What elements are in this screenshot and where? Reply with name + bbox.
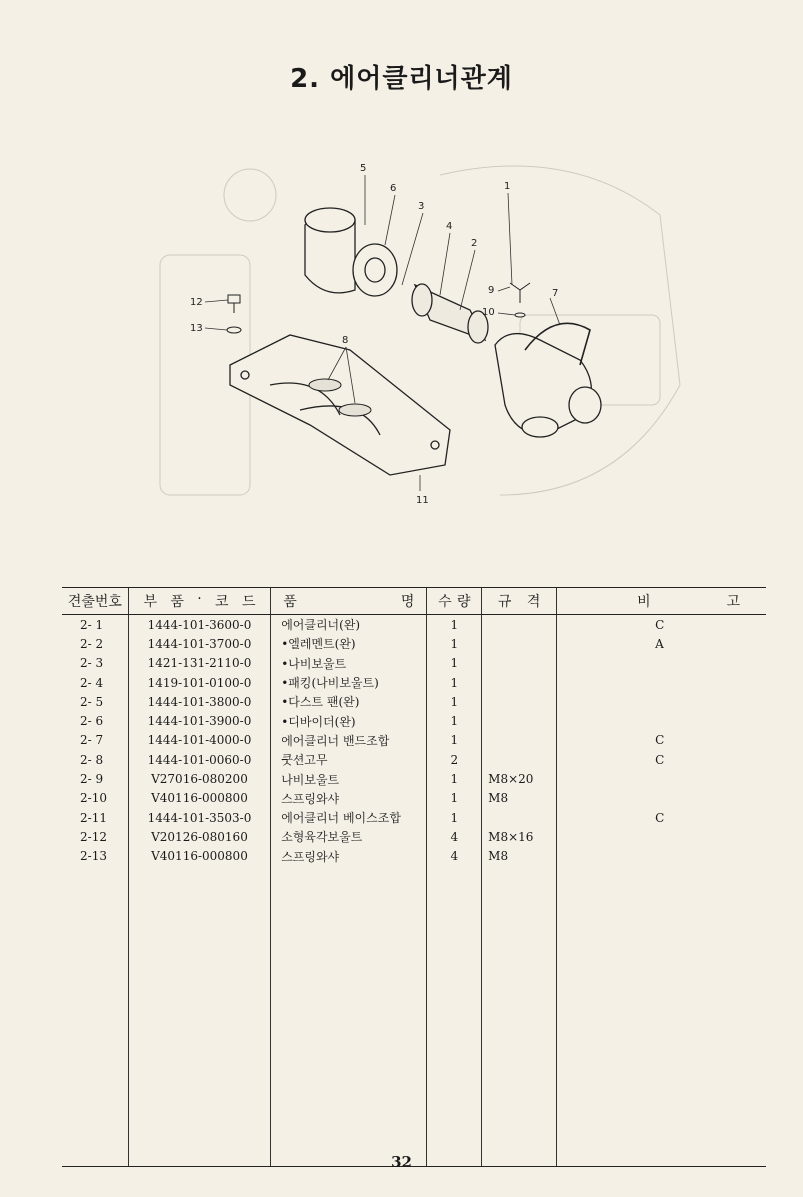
quantity-cell: 1 xyxy=(427,634,482,653)
part-number-cell: 2- 4 xyxy=(80,675,104,690)
table-header-row xyxy=(62,588,766,615)
table-row xyxy=(62,711,766,730)
part-code-cell: V40116-000800 xyxy=(128,789,270,808)
spec-cell xyxy=(482,692,557,711)
blank-cell xyxy=(557,866,766,1167)
quantity-cell: 1 xyxy=(427,615,482,635)
remarks-cell: A xyxy=(557,634,766,653)
remarks-cell: C xyxy=(557,808,766,827)
part-name-cell: •디바이더(완) xyxy=(271,711,427,730)
part-name-cell: 나비보울트 xyxy=(271,769,427,788)
part-name-cell: 스프링와샤 xyxy=(271,847,427,866)
part-name-cell: 소형육각보울트 xyxy=(271,827,427,846)
callout-12: 12 xyxy=(190,297,203,308)
quantity-cell: 2 xyxy=(427,750,482,769)
blank-cell xyxy=(482,866,557,1167)
spec-cell xyxy=(482,750,557,769)
table-row xyxy=(62,827,766,846)
blank-cell xyxy=(62,866,128,1167)
part-number-cell: 2-10 xyxy=(80,791,107,806)
remarks-cell xyxy=(557,692,766,711)
part-number-cell: 2-11 xyxy=(80,810,107,825)
part-code-cell: 1444-101-3503-0 xyxy=(128,808,270,827)
remarks-cell xyxy=(557,673,766,692)
part-number-cell: 2- 9 xyxy=(80,772,104,787)
table-row xyxy=(62,808,766,827)
quantity-cell: 1 xyxy=(427,731,482,750)
blank-cell xyxy=(271,866,427,1167)
hex-bolt-part xyxy=(227,295,241,333)
remarks-cell xyxy=(557,769,766,788)
remarks-cell xyxy=(557,654,766,673)
part-code-cell: 1419-101-0100-0 xyxy=(128,673,270,692)
quantity-cell: 1 xyxy=(427,808,482,827)
spec-cell: M8 xyxy=(482,847,557,866)
part-code-cell: 1444-101-0060-0 xyxy=(128,750,270,769)
table-row xyxy=(62,634,766,653)
callout-11: 11 xyxy=(416,495,429,506)
part-code-cell: 1444-101-4000-0 xyxy=(128,731,270,750)
callout-9: 9 xyxy=(488,285,495,296)
table-row xyxy=(62,615,766,635)
spec-cell: M8×20 xyxy=(482,769,557,788)
page-title: 2. 에어클리너관계 xyxy=(290,64,513,94)
quantity-cell: 4 xyxy=(427,827,482,846)
header-quantity: 수 량 xyxy=(427,588,482,615)
table-blank-area xyxy=(62,866,766,1167)
callout-6: 6 xyxy=(390,183,397,194)
divider-part xyxy=(353,244,397,296)
part-name-cell: 쿳션고무 xyxy=(271,750,427,769)
spec-cell xyxy=(482,654,557,673)
spec-cell xyxy=(482,808,557,827)
part-number-cell: 2- 2 xyxy=(80,636,104,651)
part-name-cell: 에어클리너 베이스조합 xyxy=(271,808,427,827)
part-code-cell: V40116-000800 xyxy=(128,847,270,866)
part-code-cell: V27016-080200 xyxy=(128,769,270,788)
header-part-name: 품 명 xyxy=(271,588,427,615)
remarks-cell xyxy=(557,827,766,846)
spec-cell xyxy=(482,731,557,750)
quantity-cell: 1 xyxy=(427,711,482,730)
part-code-cell: 1444-101-3700-0 xyxy=(128,634,270,653)
part-code-cell: 1444-101-3600-0 xyxy=(128,615,270,635)
part-name-cell: 스프링와샤 xyxy=(271,789,427,808)
table-row xyxy=(62,847,766,866)
spec-cell: M8 xyxy=(482,789,557,808)
part-number-cell: 2-13 xyxy=(80,849,107,864)
spec-cell xyxy=(482,615,557,635)
remarks-cell: C xyxy=(557,731,766,750)
remarks-cell xyxy=(557,789,766,808)
wing-bolt-part xyxy=(510,283,530,317)
parts-table-body xyxy=(62,615,766,1167)
callout-10: 10 xyxy=(482,307,495,318)
part-code-cell: V20126-080160 xyxy=(128,827,270,846)
remarks-cell xyxy=(557,711,766,730)
header-spec: 규 격 xyxy=(482,588,557,615)
table-row xyxy=(62,654,766,673)
part-number-cell: 2- 6 xyxy=(80,714,104,729)
part-name-cell: 에어클리너(완) xyxy=(271,615,427,635)
table-row xyxy=(62,789,766,808)
part-number-cell: 2- 5 xyxy=(80,694,104,709)
remarks-cell: C xyxy=(557,750,766,769)
blank-cell xyxy=(427,866,482,1167)
quantity-cell: 4 xyxy=(427,847,482,866)
table-row xyxy=(62,769,766,788)
part-code-cell: 1421-131-2110-0 xyxy=(128,654,270,673)
dust-pan-part xyxy=(305,208,355,293)
filter-element-part xyxy=(412,284,488,343)
header-number: 견출번호 xyxy=(62,588,128,615)
spec-cell xyxy=(482,711,557,730)
quantity-cell: 1 xyxy=(427,789,482,808)
spec-cell xyxy=(482,634,557,653)
callout-7: 7 xyxy=(552,288,559,299)
table-row xyxy=(62,750,766,769)
parts-list-table xyxy=(62,587,766,1167)
quantity-cell: 1 xyxy=(427,654,482,673)
table-row xyxy=(62,673,766,692)
remarks-cell xyxy=(557,847,766,866)
part-number-cell: 2- 3 xyxy=(80,656,104,671)
part-name-cell: •패킹(나비보울트) xyxy=(271,673,427,692)
spec-cell xyxy=(482,673,557,692)
spec-cell: M8×16 xyxy=(482,827,557,846)
table-row xyxy=(62,731,766,750)
part-number-cell: 2-12 xyxy=(80,829,107,844)
callout-5: 5 xyxy=(360,163,367,174)
callout-4: 4 xyxy=(446,221,453,232)
part-name-cell: 에어클리너 밴드조합 xyxy=(271,731,427,750)
part-name-cell: •나비보울트 xyxy=(271,654,427,673)
part-name-cell: •다스트 팬(완) xyxy=(271,692,427,711)
blank-cell xyxy=(128,866,270,1167)
part-number-cell: 2- 7 xyxy=(80,733,104,748)
quantity-cell: 1 xyxy=(427,673,482,692)
part-code-cell: 1444-101-3900-0 xyxy=(128,711,270,730)
callout-8: 8 xyxy=(342,335,349,346)
part-code-cell: 1444-101-3800-0 xyxy=(128,692,270,711)
callout-13: 13 xyxy=(190,323,203,334)
page-number: 32 xyxy=(391,1153,412,1171)
header-remarks: 비 고 xyxy=(557,588,766,615)
quantity-cell: 1 xyxy=(427,769,482,788)
callout-1: 1 xyxy=(504,181,511,192)
part-number-cell: 2- 8 xyxy=(80,752,104,767)
part-name-cell: •엘레멘트(완) xyxy=(271,634,427,653)
remarks-cell: C xyxy=(557,615,766,635)
callout-3: 3 xyxy=(418,201,425,212)
exploded-parts-diagram xyxy=(140,135,700,535)
table-row xyxy=(62,692,766,711)
air-cleaner-base-part xyxy=(230,335,450,475)
callout-2: 2 xyxy=(471,238,478,249)
quantity-cell: 1 xyxy=(427,692,482,711)
part-number-cell: 2- 1 xyxy=(80,617,104,632)
header-part-code: 부 품 · 코 드 xyxy=(128,588,270,615)
